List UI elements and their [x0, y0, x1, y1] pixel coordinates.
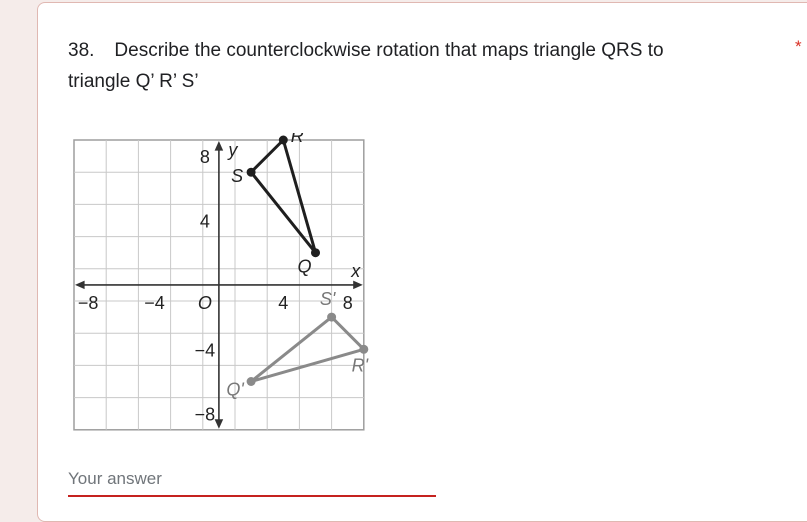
answer-input[interactable]: Your answer [68, 469, 162, 488]
x-axis-label: x [351, 260, 361, 281]
triangle-q-prime-r-prime-s-prime-vertex-label: Q' [226, 379, 244, 400]
triangle-q-prime-r-prime-s-prime-vertex [327, 313, 336, 322]
question-line-2: triangle Q’ R’ S’ [68, 71, 199, 92]
y-tick-label: −4 [194, 340, 216, 361]
coordinate-grid [68, 133, 372, 445]
y-tick-label: 8 [199, 147, 210, 168]
triangle-q-prime-r-prime-s-prime-vertex [359, 345, 368, 354]
x-tick-label: −4 [144, 292, 165, 313]
x-tick-label: O [197, 292, 212, 313]
x-tick-label: 8 [342, 292, 353, 313]
triangle-qrs-vertex-label: R [290, 133, 304, 146]
triangle-qrs-vertex-label: S [231, 166, 244, 187]
y-axis-label: y [228, 140, 238, 160]
question-card [37, 2, 807, 522]
rotation-graph-figure [68, 133, 372, 445]
triangle-qrs-vertex [311, 248, 320, 257]
x-tick-label: 4 [278, 292, 289, 313]
y-tick-label: −8 [194, 404, 216, 425]
question-text [68, 35, 748, 97]
triangle-q-prime-r-prime-s-prime-vertex-label: S' [319, 289, 336, 310]
triangle-qrs-vertex-label: Q [297, 256, 312, 277]
answer-input-underline[interactable] [68, 495, 436, 497]
question-line-1: Describe the counterclockwise rotation that maps triangle QRS to [114, 40, 664, 61]
x-tick-label: −8 [77, 292, 99, 313]
question-number: 38. [68, 40, 95, 61]
triangle-q-prime-r-prime-s-prime-vertex [247, 377, 256, 386]
triangle-qrs-vertex [247, 168, 256, 177]
required-asterisk: * [795, 37, 802, 56]
triangle-q-prime-r-prime-s-prime-vertex-label: R' [351, 355, 369, 376]
y-tick-label: 4 [199, 211, 210, 232]
triangle-qrs-vertex [279, 136, 288, 145]
